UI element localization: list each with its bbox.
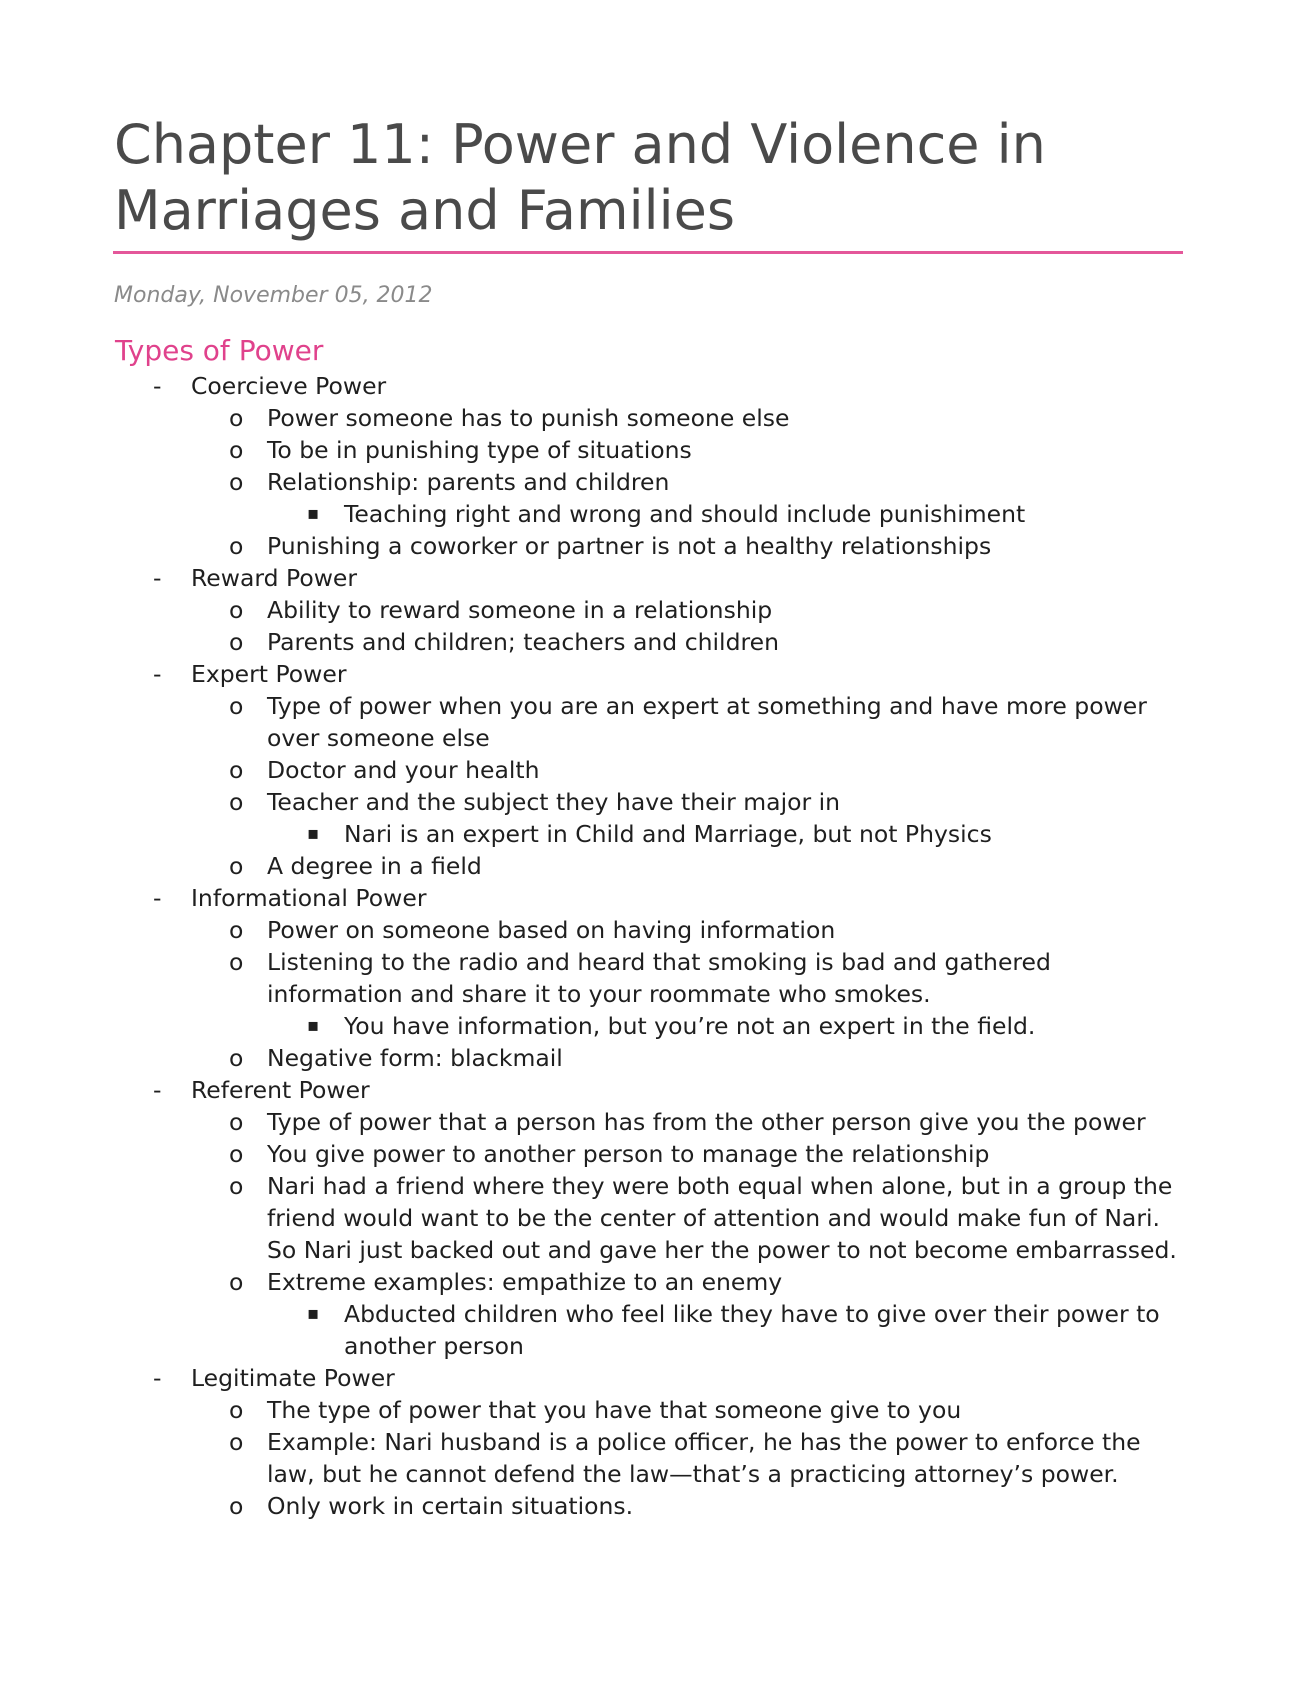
outline-item-level2	[0, 690, 1306, 754]
outline-row	[0, 530, 1306, 562]
outline-item-level2	[0, 1170, 1306, 1266]
circle-bullet: o	[229, 532, 244, 560]
outline-item-text: The type of power that you have that someone give to you	[267, 1396, 962, 1424]
outline-item-level2	[0, 1490, 1306, 1522]
square-bullet: ▪	[307, 823, 320, 844]
outline-item-level2	[0, 402, 1306, 434]
outline-item-text: Negative form: blackmail	[267, 1044, 563, 1072]
outline-row	[0, 690, 1306, 754]
outline-sublist	[0, 1106, 1306, 1362]
outline-row	[0, 1362, 1306, 1394]
outline-item-level2	[0, 626, 1306, 658]
outline-row	[0, 562, 1306, 594]
circle-bullet: o	[229, 404, 244, 432]
outline-item-level1	[0, 370, 1306, 562]
circle-bullet: o	[229, 852, 244, 880]
outline-item-level1	[0, 1074, 1306, 1362]
dash-bullet: -	[153, 884, 162, 912]
outline-item-text: Listening to the radio and heard that smoking is bad and gathered information and share it to your roommate who smokes.	[267, 948, 1051, 1008]
outline-row	[0, 1170, 1306, 1266]
outline-row	[0, 882, 1306, 914]
outline-row	[0, 946, 1306, 1010]
circle-bullet: o	[229, 692, 244, 720]
outline-sublist	[0, 498, 1306, 530]
outline-item-level2	[0, 594, 1306, 626]
outline-row	[0, 1042, 1306, 1074]
outline-item-level2	[0, 1426, 1306, 1490]
outline-row	[0, 1074, 1306, 1106]
outline-row	[0, 466, 1306, 498]
dash-bullet: -	[153, 372, 162, 400]
circle-bullet: o	[229, 628, 244, 656]
circle-bullet: o	[229, 788, 244, 816]
outline-item-text: Ability to reward someone in a relationship	[267, 596, 773, 624]
outline-row	[0, 370, 1306, 402]
outline-item-level3	[0, 1298, 1306, 1362]
note-date: Monday, November 05, 2012	[114, 283, 433, 308]
outline-item-text: Coercieve Power	[191, 372, 387, 400]
outline-item-text: A degree in a field	[267, 852, 482, 880]
section-heading: Types of Power	[115, 334, 324, 367]
outline-sublist	[0, 914, 1306, 1074]
outline-row	[0, 818, 1306, 850]
outline-sublist	[0, 818, 1306, 850]
outline-item-level2	[0, 1394, 1306, 1426]
outline-row	[0, 1106, 1306, 1138]
outline-item-level3	[0, 1010, 1306, 1042]
circle-bullet: o	[229, 1140, 244, 1168]
outline-row	[0, 498, 1306, 530]
outline-item-level2	[0, 434, 1306, 466]
dash-bullet: -	[153, 1076, 162, 1104]
outline-row	[0, 1010, 1306, 1042]
outline-item-text: Nari is an expert in Child and Marriage, but not Physics	[344, 820, 992, 848]
outline-item-text: You have information, but you’re not an expert in the field.	[344, 1012, 1036, 1040]
outline-row	[0, 1394, 1306, 1426]
outline-row	[0, 850, 1306, 882]
circle-bullet: o	[229, 1396, 244, 1424]
outline-row	[0, 594, 1306, 626]
outline-item-text: Legitimate Power	[191, 1364, 395, 1392]
outline-row	[0, 786, 1306, 818]
outline-row	[0, 626, 1306, 658]
outline-row	[0, 1426, 1306, 1490]
outline-item-level2	[0, 530, 1306, 562]
circle-bullet: o	[229, 1108, 244, 1136]
outline-item-level2	[0, 914, 1306, 946]
circle-bullet: o	[229, 756, 244, 784]
title-underline	[113, 251, 1183, 254]
circle-bullet: o	[229, 1044, 244, 1072]
outline-item-text: Type of power when you are an expert at something and have more power over someone else	[267, 692, 1147, 752]
square-bullet: ▪	[307, 503, 320, 524]
outline-item-level2	[0, 786, 1306, 850]
outline-row	[0, 1138, 1306, 1170]
square-bullet: ▪	[307, 1303, 320, 1324]
outline-item-text: Power on someone based on having information	[267, 916, 836, 944]
outline-row	[0, 402, 1306, 434]
outline-item-level3	[0, 818, 1306, 850]
outline-item-text: Expert Power	[191, 660, 347, 688]
outline-item-text: You give power to another person to manage the relationship	[267, 1140, 990, 1168]
outline-sublist	[0, 1394, 1306, 1522]
page-title: Chapter 11: Power and Violence in Marriages and Families	[114, 113, 1046, 242]
circle-bullet: o	[229, 1428, 244, 1456]
outline-item-text: Referent Power	[191, 1076, 370, 1104]
dash-bullet: -	[153, 660, 162, 688]
outline-item-text: Extreme examples: empathize to an enemy	[267, 1268, 783, 1296]
outline-sublist	[0, 1010, 1306, 1042]
outline-item-text: Nari had a friend where they were both equal when alone, but in a group the friend would want to be the center of attention and would make fun of Nari. So Nari just backed out and gave her the power to not become embarrassed.	[267, 1172, 1177, 1264]
outline-item-text: Parents and children; teachers and children	[267, 628, 779, 656]
outline-item-text: Teaching right and wrong and should include punishiment	[344, 500, 1026, 528]
outline-item-level1	[0, 1362, 1306, 1522]
outline-item-text: Example: Nari husband is a police officer, he has the power to enforce the law, but he cannot defend the law—that’s a practicing attorney’s power.	[267, 1428, 1141, 1488]
circle-bullet: o	[229, 468, 244, 496]
outline-item-text: Abducted children who feel like they have to give over their power to another person	[344, 1300, 1160, 1360]
outline-row	[0, 1266, 1306, 1298]
outline-item-text: Doctor and your health	[267, 756, 540, 784]
outline-item-text: Reward Power	[191, 564, 358, 592]
outline-row	[0, 434, 1306, 466]
outline-sublist	[0, 594, 1306, 658]
dash-bullet: -	[153, 564, 162, 592]
outline-item-text: Type of power that a person has from the other person give you the power	[267, 1108, 1146, 1136]
outline-item-text: Teacher and the subject they have their major in	[267, 788, 841, 816]
outline-item-level2	[0, 1106, 1306, 1138]
outline-sublist	[0, 690, 1306, 882]
circle-bullet: o	[229, 1172, 244, 1200]
outline-row	[0, 1298, 1306, 1362]
outline-item-text: Punishing a coworker or partner is not a healthy relationships	[267, 532, 992, 560]
outline-item-level3	[0, 498, 1306, 530]
square-bullet: ▪	[307, 1015, 320, 1036]
outline-row	[0, 754, 1306, 786]
outline-row	[0, 914, 1306, 946]
outline-item-level2	[0, 1138, 1306, 1170]
circle-bullet: o	[229, 948, 244, 976]
outline-item-text: Power someone has to punish someone else	[267, 404, 790, 432]
circle-bullet: o	[229, 1268, 244, 1296]
outline-item-level2	[0, 850, 1306, 882]
circle-bullet: o	[229, 916, 244, 944]
circle-bullet: o	[229, 596, 244, 624]
outline-row	[0, 658, 1306, 690]
notes-outline	[0, 370, 1306, 1522]
outline-item-level1	[0, 658, 1306, 882]
outline-row	[0, 1490, 1306, 1522]
dash-bullet: -	[153, 1364, 162, 1392]
outline-item-level1	[0, 882, 1306, 1074]
circle-bullet: o	[229, 436, 244, 464]
outline-sublist	[0, 402, 1306, 562]
outline-item-text: Informational Power	[191, 884, 427, 912]
outline-item-level2	[0, 946, 1306, 1042]
outline-item-text: To be in punishing type of situations	[267, 436, 692, 464]
outline-item-level2	[0, 1042, 1306, 1074]
outline-item-level2	[0, 754, 1306, 786]
outline-item-text: Only work in certain situations.	[267, 1492, 634, 1520]
circle-bullet: o	[229, 1492, 244, 1520]
outline-item-level2	[0, 466, 1306, 530]
outline-item-level2	[0, 1266, 1306, 1362]
outline-item-text: Relationship: parents and children	[267, 468, 670, 496]
outline-sublist	[0, 1298, 1306, 1362]
outline-item-level1	[0, 562, 1306, 658]
